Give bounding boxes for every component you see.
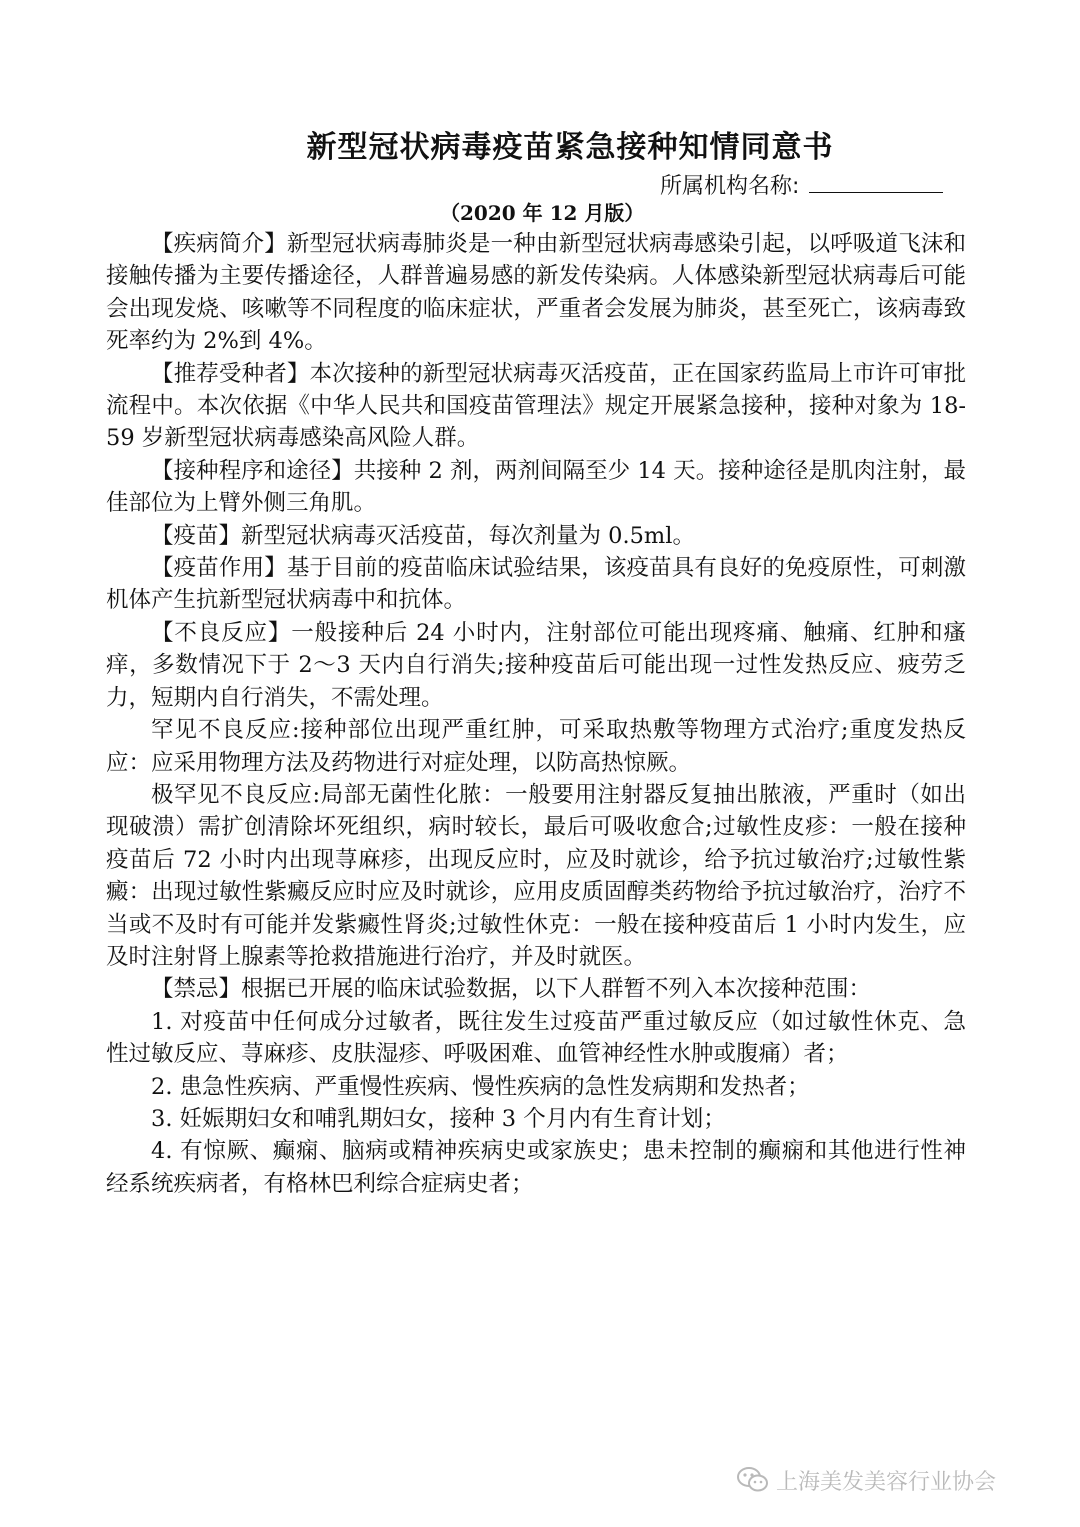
contraindication-item: 2. 患急性疾病、严重慢性疾病、慢性疾病的急性发病期和发热者； [151,1073,810,1100]
org-name-blank-line [809,170,943,193]
org-name-row [660,170,943,202]
paragraph-rare-reactions: 罕见不良反应:接种部位出现严重红肿，可采取热敷等物理方式治疗;重度发热反应：应采用物理方法及药物进行对症处理，以防高热惊厥。 [106,717,966,776]
paragraph-disease-intro: 【疾病简介】新型冠状病毒肺炎是一种由新型冠状病毒感染引起，以呼吸道飞沫和接触传播为主要传播途径，人群普遍易感的新发传染病。人体感染新型冠状病毒后可能会出现发烧、咳嗽等不同程度的临床症状，严重者会发展为肺炎，甚至死亡，该病毒致死率约为 2%到 4%。 [106,231,966,355]
document-body [106,228,966,1200]
paragraph-very-rare-reactions: 极罕见不良反应:局部无菌性化脓：一般要用注射器反复抽出脓液，严重时（如出现破溃）需扩创清除坏死组织，病时较长，最后可吸收愈合;过敏性皮疹：一般在接种疫苗后 72 小时内出现荨麻疹，出现反应时，应及时就诊，给予抗过敏治疗;过敏性紫癜：出现过敏性紫癜反应时应及时就诊，应用皮质固醇类药物给予抗过敏治疗，治疗不当或不及时有可能并发紫癜性肾炎;过敏性休克：一般在接种疫苗后 1 小时内发生，应及时注射肾上腺素等抢救措施进行治疗，并及时就医。 [106,781,966,970]
watermark-text: 上海美发美容行业协会 [776,1469,997,1495]
watermark [736,1460,996,1500]
paragraph-vaccine-effect: 【疫苗作用】基于目前的疫苗临床试验结果，该疫苗具有良好的免疫原性，可刺激机体产生抗新型冠状病毒中和抗体。 [106,555,966,614]
contraindication-item: 3. 妊娠期妇女和哺乳期妇女，接种 3 个月内有生育计划； [151,1105,726,1132]
wechat-icon [736,1465,770,1495]
paragraph-recommended-recipients: 【推荐受种者】本次接种的新型冠状病毒灭活疫苗，正在国家药监局上市许可审批流程中。本次依据《中华人民共和国疫苗管理法》规定开展紧急接种，接种对象为 18-59 岁新型冠状病毒感染高风险人群。 [106,360,966,452]
paragraph-vaccine: 【疫苗】新型冠状病毒灭活疫苗，每次剂量为 0.5ml。 [151,522,695,549]
paragraph-vaccination-procedure: 【接种程序和途径】共接种 2 剂，两剂间隔至少 14 天。接种途径是肌肉注射，最佳部位为上臂外侧三角肌。 [106,457,966,517]
edition-label: （2020 年 12 月版） [440,201,645,225]
org-name-label: 所属机构名称: [660,174,800,199]
paragraph-adverse-reactions: 【不良反应】一般接种后 24 小时内，注射部位可能出现疼痛、触痛、红肿和瘙痒，多数情况下于 2～3 天内自行消失;接种疫苗后可能出现一过性发热反应、疲劳乏力，短期内自行消失，不需处理。 [106,619,966,711]
contraindication-item: 4. 有惊厥、癫痫、脑病或精神疾病史或家族史；患未控制的癫痫和其他进行性神经系统疾病者，有格林巴利综合症病史者； [106,1138,966,1197]
document-title: 新型冠状病毒疫苗紧急接种知情同意书 [306,130,834,165]
contraindication-item: 1. 对疫苗中任何成分过敏者，既往发生过疫苗严重过敏反应（如过敏性休克、急性过敏反应、荨麻疹、皮肤湿疹、呼吸困难、血管神经性水肿或腹痛）者； [106,1008,966,1068]
paragraph-contraindications: 【禁忌】根据已开展的临床试验数据，以下人群暂不列入本次接种范围： [151,976,872,1003]
